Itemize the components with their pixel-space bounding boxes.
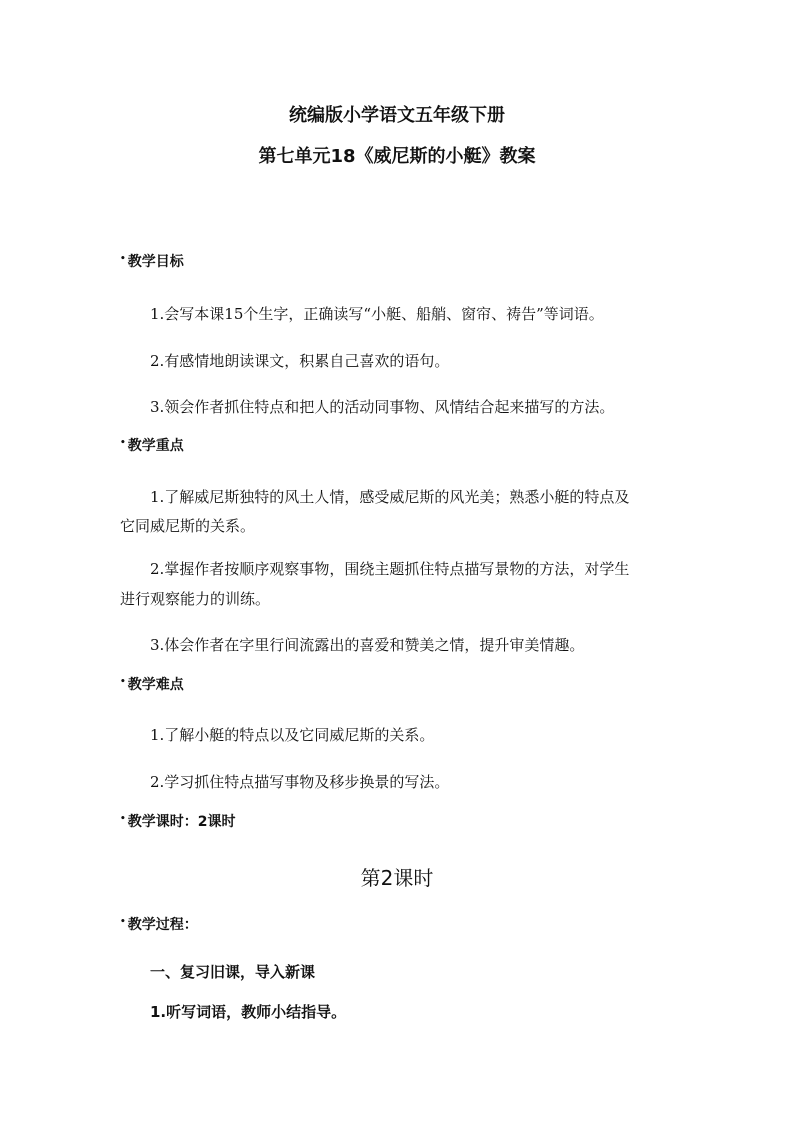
key-point-item-line: 进行观察能力的训练。: [120, 590, 271, 608]
section-heading-key-points: [120, 439, 184, 453]
bullet-marker: •: [120, 254, 126, 264]
objective-item: 1.会写本课15个生字，正确读写“小艇、船艄、窗帘、祷告”等词语。: [150, 305, 604, 323]
section-heading-class-hours: [120, 815, 236, 829]
section-heading-objectives: [120, 255, 184, 269]
objective-item: 3.领会作者抓住特点和把人的活动同事物、风情结合起来描写的方法。: [150, 398, 615, 416]
bullet-marker: •: [120, 677, 126, 687]
key-point-item-line: 2.掌握作者按顺序观察事物，围绕主题抓住特点描写景物的方法，对学生: [150, 560, 630, 578]
difficulty-item: 1.了解小艇的特点以及它同威尼斯的关系。: [150, 726, 435, 744]
document-title: 统编版小学语文五年级下册: [289, 105, 505, 126]
process-step: 一、复习旧课，导入新课: [150, 963, 316, 981]
heading-text: 教学重点: [127, 438, 184, 454]
key-point-item-line: 3.体会作者在字里行间流露出的喜爱和赞美之情，提升审美情趣。: [150, 636, 585, 654]
key-point-item-line: 1.了解威尼斯独特的风土人情，感受威尼斯的风光美；熟悉小艇的特点及: [150, 488, 630, 506]
bullet-marker: •: [120, 814, 126, 824]
heading-text: 教学难点: [127, 677, 184, 693]
difficulty-item: 2.学习抓住特点描写事物及移步换景的写法。: [150, 773, 450, 791]
document-subtitle: 第七单元18《威尼斯的小艇》教案: [258, 146, 536, 167]
heading-text: 教学目标: [127, 254, 184, 270]
lesson-title: 第2课时: [360, 866, 434, 890]
heading-text: 教学课时：2课时: [127, 814, 236, 830]
section-heading-process: [120, 918, 198, 932]
objective-item: 2.有感情地朗读课文，积累自己喜欢的语句。: [150, 352, 450, 370]
bullet-marker: •: [120, 438, 126, 448]
section-heading-difficulties: [120, 678, 184, 692]
process-substep: 1.听写词语，教师小结指导。: [150, 1003, 347, 1021]
key-point-item-line: 它同威尼斯的关系。: [120, 517, 256, 535]
heading-text: 教学过程：: [127, 917, 198, 933]
bullet-marker: •: [120, 917, 126, 927]
